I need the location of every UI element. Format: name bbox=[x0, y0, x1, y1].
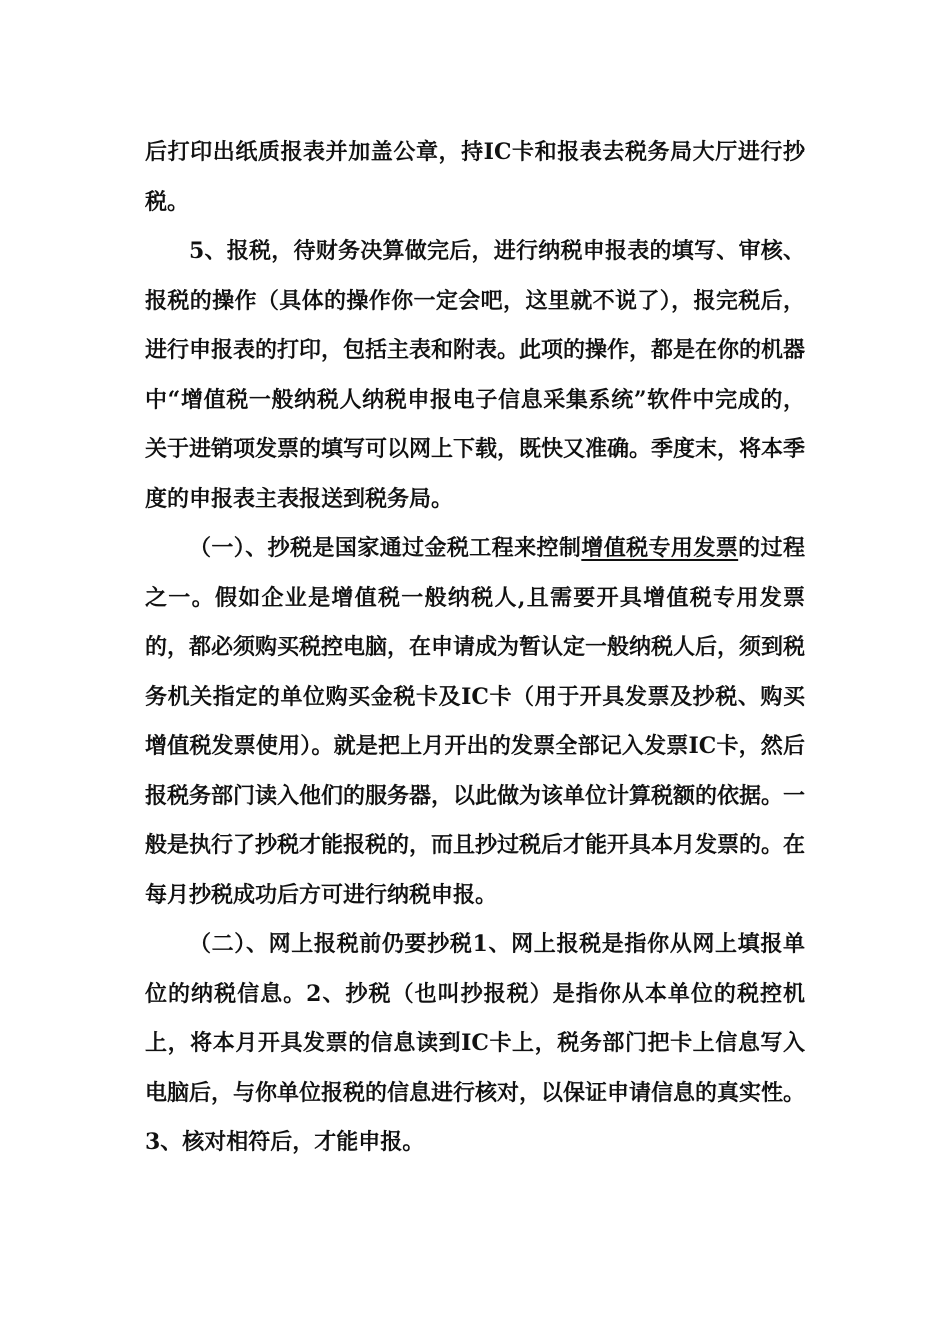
paragraph-copy-tax-rest: 的过程之一。假如企业是增值税一般纳税人,且需要开具增值税专用发票的，都必须购买税控电脑，在申请成为暂认定一般纳税人后，须到税务机关指定的单位购买金税卡及IC卡（用于开具发票及抄税、购买增值税发票使用）。就是把上月开出的发票全部记入发票IC卡，然后报税务部门读入他们的服务器，以此做为该单位计算税额的依据。一般是执行了抄税才能报税的，而且抄过税后才能开具本月发票的。在每月抄税成功后方可进行纳税申报。 bbox=[145, 535, 806, 908]
paragraph-copy-tax bbox=[145, 524, 805, 920]
paragraph-online-filing: （二）、网上报税前仍要抄税1、网上报税是指你从网上填报单位的纳税信息。2、抄税（也叫抄报税）是指你从本单位的税控机上，将本月开具发票的信息读到IC卡上，税务部门把卡上信息写入电脑后，与你单位报税的信息进行核对，以保证申请信息的真实性。3、核对相符后，才能申报。 bbox=[145, 931, 806, 1155]
vat-invoice-link-text: 增值税专用发票 bbox=[581, 535, 739, 561]
paragraph-copy-tax-intro: （一）、抄税是国家通过金税工程来控制 bbox=[189, 535, 582, 561]
paragraph-continuation: 后打印出纸质报表并加盖公章，持IC卡和报表去税务局大厅进行抄税。 bbox=[145, 139, 805, 215]
paragraph-tax-filing: 5、报税，待财务决算做完后，进行纳税申报表的填写、审核、报税的操作（具体的操作你一定会吧，这里就不说了），报完税后，进行申报表的打印，包括主表和附表。此项的操作，都是在你的机器中“增值税一般纳税人纳税申报电子信息采集系统”软件中完成的，关于进销项发票的填写可以网上下载，既快又准确。季度末，将本季度的申报表主表报送到税务局。 bbox=[145, 238, 806, 512]
document-body bbox=[145, 128, 805, 1168]
